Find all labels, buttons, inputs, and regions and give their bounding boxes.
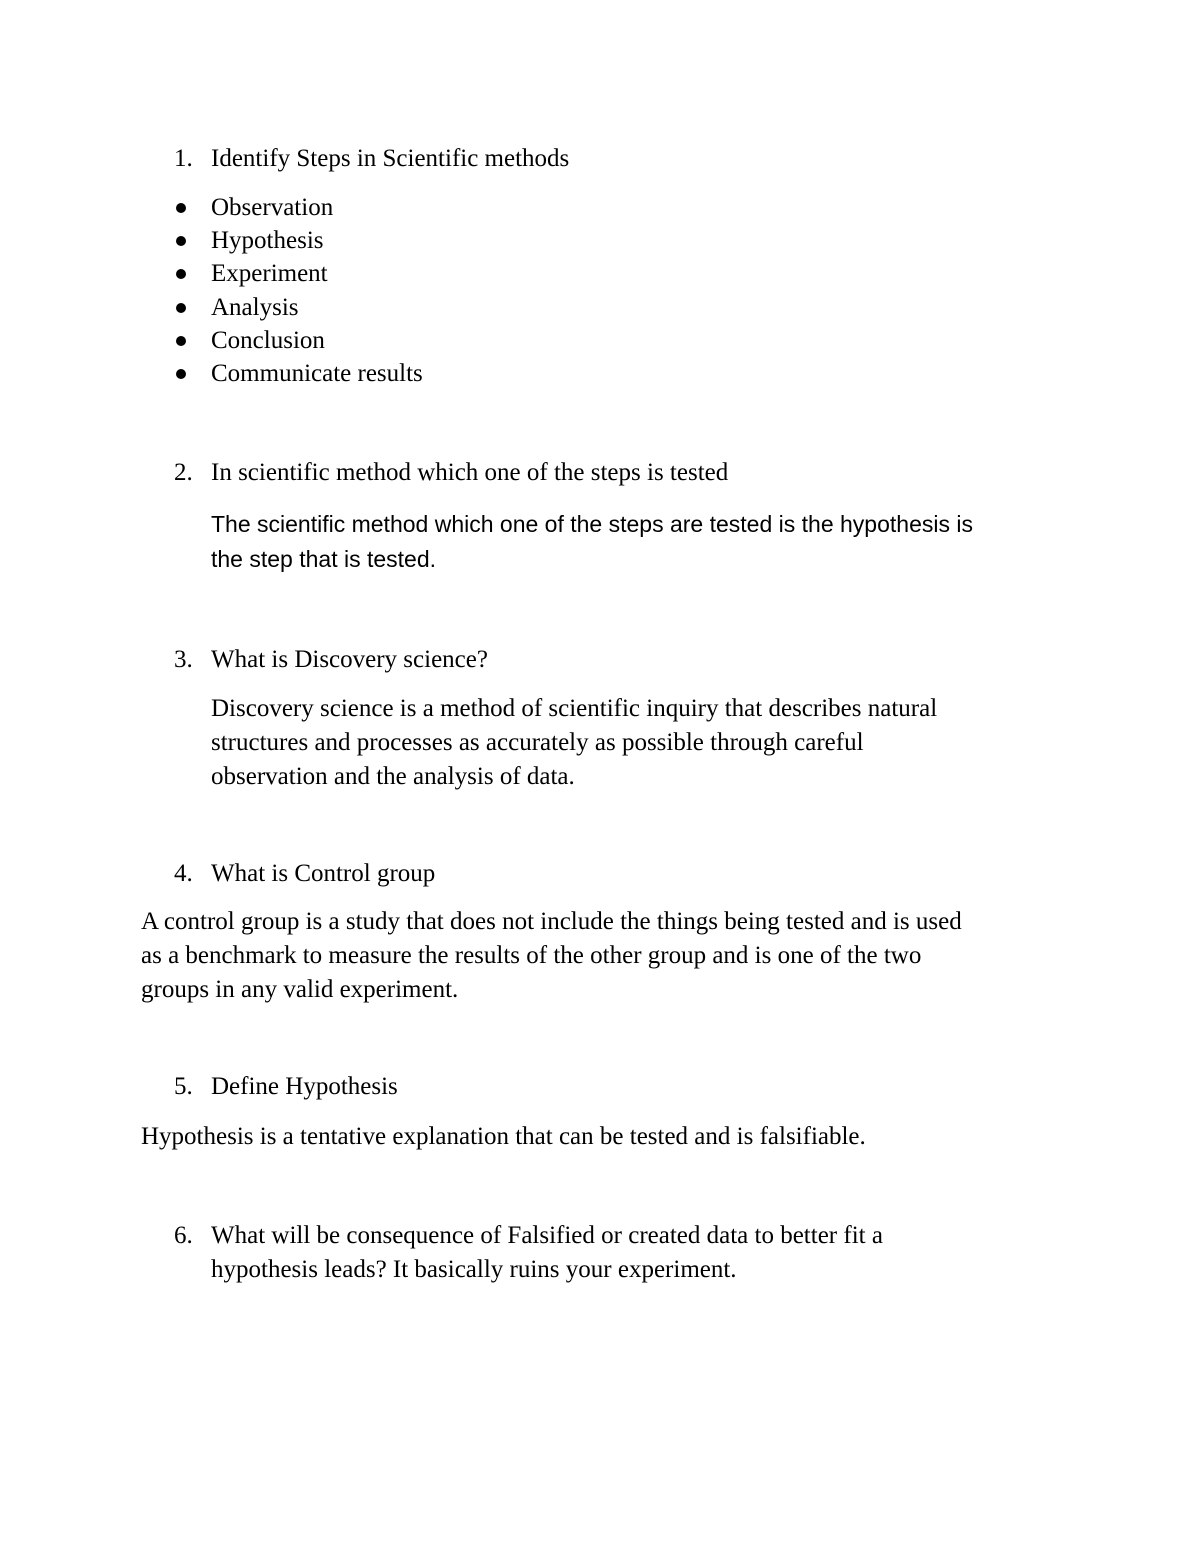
bullet-icon [176, 369, 186, 379]
question-number: 4. [174, 860, 193, 887]
question-number: 5. [174, 1073, 193, 1100]
list-item: Observation [211, 194, 334, 221]
list-item: Analysis [211, 294, 299, 321]
answer-text [141, 905, 962, 1007]
answer-line: structures and processes as accurately as possible through careful [211, 729, 864, 756]
answer-line: the step that is tested. [211, 546, 437, 572]
answer-line: groups in any valid experiment. [141, 976, 459, 1003]
answer-text [211, 692, 937, 794]
answer-line: Hypothesis is a tentative explanation that can be tested and is falsifiable. [141, 1123, 866, 1150]
bullet-icon [176, 336, 186, 346]
question-number: 2. [174, 459, 193, 486]
question-line: What will be consequence of Falsified or created data to better fit a [211, 1222, 883, 1249]
question-text: What is Discovery science? [211, 646, 488, 673]
bullet-icon [176, 203, 186, 213]
question-number: 6. [174, 1222, 193, 1249]
answer-line: Discovery science is a method of scientific inquiry that describes natural [211, 695, 938, 722]
question-text: Define Hypothesis [211, 1073, 398, 1100]
list-item: Conclusion [211, 327, 325, 354]
answer-text [211, 507, 973, 577]
list-item: Communicate results [211, 360, 423, 387]
question-text: In scientific method which one of the steps is tested [211, 459, 729, 486]
bullet-icon [176, 269, 186, 279]
bullet-icon [176, 303, 186, 313]
answer-text [141, 1120, 866, 1154]
question-number: 1. [174, 145, 193, 172]
answer-line: observation and the analysis of data. [211, 763, 575, 790]
bullet-icon [176, 236, 186, 246]
answer-line: as a benchmark to measure the results of the other group and is one of the two [141, 942, 922, 969]
question-text [211, 1219, 883, 1287]
question-line: hypothesis leads? It basically ruins your experiment. [211, 1256, 737, 1283]
answer-line: A control group is a study that does not include the things being tested and is used [141, 908, 962, 935]
question-text: What is Control group [211, 860, 436, 887]
list-item: Hypothesis [211, 227, 324, 254]
question-number: 3. [174, 646, 193, 673]
question-text: Identify Steps in Scientific methods [211, 145, 570, 172]
answer-line: The scientific method which one of the steps are tested is the hypothesis is [211, 511, 973, 537]
list-item: Experiment [211, 260, 328, 287]
